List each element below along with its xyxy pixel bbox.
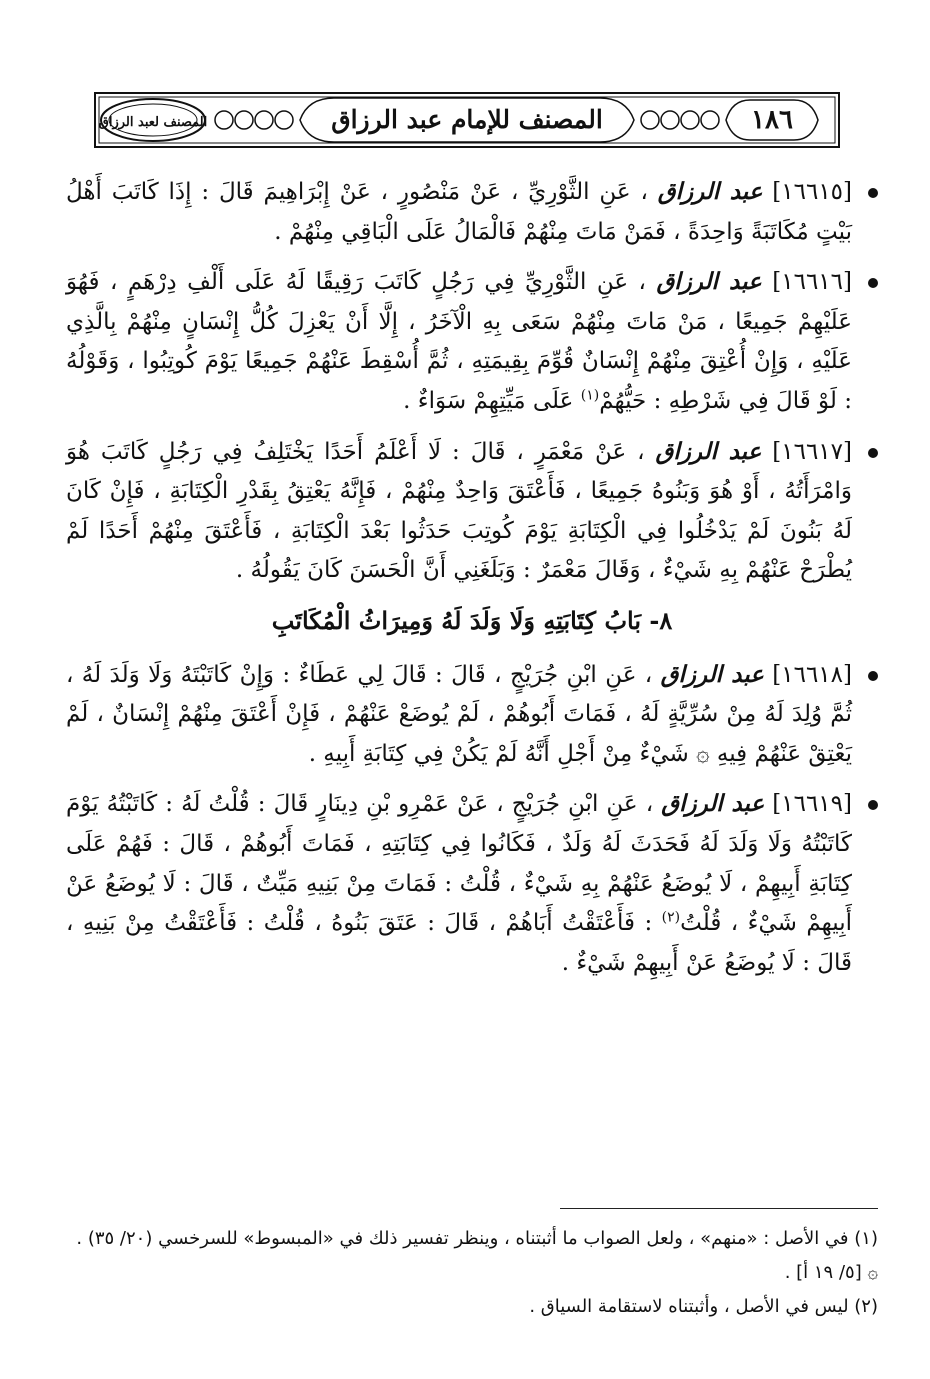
- book-seal-emblem: [98, 96, 208, 144]
- footnote-2: (٢) ليس في الأصل ، وأثبتناه لاستقامة السياق .: [529, 1296, 878, 1317]
- hadith-text-continued: عَلَى مَيِّتِهِمْ سَوَاءٌ .: [403, 387, 574, 414]
- narrator-name: عبد الرزاق: [661, 790, 765, 818]
- hadith-text-continued: : فَأَعْتَقْتُ أَبَاهُمْ ، قَالَ : عَتَقَ بَنُوهُ ، قُلْتُ : فَأَعْتَقْتُ مِنْ بَنِيهِ ، قَالَ : لَا يُوضَعُ عَنْ أَبِيهِمْ شَيْءٌ .: [66, 910, 852, 976]
- hadith-text: ، عَنِ الثَّوْرِيِّ فِي رَجُلٍ كَاتَبَ رَقِيقًا لَهُ عَلَى أَلْفِ دِرْهَمٍ ، فَهُوَ عَلَيْهِمْ جَمِيعًا ، مَنْ مَاتَ مِنْهُمْ سَعَى بِهِ الْآخَرُ ، إِلَّا أَنْ يَعْزِلَ كُلُّ إِنْسَانٍ مِنْهُمْ بِالَّذِي عَلَيْهِ ، وَإِنْ أُعْتِقَ مِنْهُمْ إِنْسَانٌ قُوِّمَ بِقِيمَتِهِ ، ثُمَّ أُسْقِطَ عَنْهُمْ جَمِيعًا يَوْمَ كُوتِبُوا ، وَقَوْلُهُ : لَوْ قَالَ فِي شَرْطِهِ : حَيُّهُمْ: [66, 269, 852, 414]
- narrator-name: عبد الرزاق: [657, 178, 763, 205]
- hadith-16618: [66, 655, 878, 775]
- narrator-name: عبد الرزاق: [655, 437, 762, 465]
- narrator-name: عبد الرزاق: [660, 660, 764, 688]
- hadith-16616: [66, 262, 878, 421]
- bullet-icon: [868, 278, 878, 288]
- bullet-icon: [868, 448, 878, 458]
- hadith-number: [١٦٦١٨]: [772, 661, 853, 688]
- bullet-icon: [868, 800, 878, 810]
- hadith-16619: [66, 784, 878, 983]
- hadith-number: [١٦٦١٧]: [772, 438, 852, 465]
- hadith-16617: [66, 432, 878, 591]
- folio-marker: ۞ [٥/ ١٩ أ] .: [784, 1262, 878, 1283]
- footnote-divider: [560, 1208, 878, 1209]
- hadith-text: ، عَنْ مَعْمَرٍ ، قَالَ : لَا أَعْلَمُ أَحَدًا يَخْتَلِفُ فِي رَجُلٍ كَاتَبَ هُوَ وَامْرَأَتُهُ ، أَوْ هُوَ وَبَنُوهُ جَمِيعًا ، فَأَعْتَقَ وَاحِدٌ مِنْهُمْ ، فَإِنَّهُ يَعْتِقُ بِقَدْرِ الْكِتَابَةِ ، فَإِنْ كَانَ لَهُ بَنُونَ لَمْ يَدْخُلُوا فِي الْكِتَابَةِ يَوْمَ كُوتِبَ حَدَثُوا بَعْدَ الْكِتَابَةِ ، فَأَعْتَقَ مِنْهُمْ أَحَدًا لَمْ يُطْرَحْ عَنْهُمْ بِهِ شَيْءٌ ، وَقَالَ مَعْمَرٌ : وَبَلَغَنِي أَنَّ الْحَسَنَ كَانَ يَقُولُهُ .: [66, 438, 852, 584]
- hadith-text: ، عَنِ الثَّوْرِيِّ ، عَنْ مَنْصُورٍ ، عَنْ إِبْرَاهِيمَ قَالَ : إِذَا كَاتَبَ أَهْلُ بَيْتٍ مُكَاتَبَةً وَاحِدَةً ، فَمَنْ مَاتَ مِنْهُمْ فَالْمَالُ عَلَى الْبَاقِي مِنْهُمْ .: [66, 179, 852, 245]
- hadith-number: [١٦٦١٩]: [772, 791, 853, 818]
- page-number: ١٨٦: [751, 105, 793, 135]
- footnotes: [70, 1222, 878, 1324]
- page-header: [94, 92, 840, 148]
- footnote-1: (١) في الأصل : «منهم» ، ولعل الصواب ما أثبتناه ، وينظر تفسير ذلك في «المبسوط» للسرخسي (٢٠/ ٣٥) .: [76, 1228, 878, 1249]
- svg-text:المصنف لعبد الرزاق: المصنف لعبد الرزاق: [98, 115, 208, 130]
- bullet-icon: [868, 188, 878, 198]
- chapter-heading: ٨- بَابُ كِتَابَتِهِ وَلَا وَلَدَ لَهُ وَمِيرَاثُ الْمُكَاتَبِ: [271, 605, 673, 635]
- bullet-icon: [868, 671, 878, 681]
- narrator-name: عبد الرزاق: [656, 268, 762, 296]
- main-text: [66, 172, 878, 993]
- hadith-text: ، عَنِ ابْنِ جُرَيْجٍ ، قَالَ : قَالَ لِي عَطَاءٌ : وَإِنْ كَاتَبْتَهُ وَلَا وَلَدَ لَهُ ، ثُمَّ وُلِدَ لَهُ مِنْ سُرِّيَّةٍ لَهُ ، فَمَاتَ أَبُوهُمْ ، لَمْ يُوضَعْ عَنْهُمْ ، فَإِنْ أَعْتَقَ مِنْهُمْ إِنْسَانٌ ، لَمْ يَعْتِقْ عَنْهُمْ فِيهِ ۞ شَيْءٌ مِنْ أَجْلِ أَنَّهُ لَمْ يَكُنْ فِي كِتَابَةِ أَبِيهِ .: [66, 661, 852, 767]
- hadith-text: ، عَنِ ابْنِ جُرَيْجٍ ، عَنْ عَمْرِو بْنِ دِينَارٍ قَالَ : قُلْتُ لَهُ : كَاتَبْتُهُ يَوْمَ كَاتَبْتُهُ وَلَا وَلَدَ لَهُ فَحَدَثَ لَهُ وَلَدٌ ، فَكَانُوا فِي كِتَابَتِهِ ، فَمَاتَ أَبُوهُمْ ، قَالَ : فَهُمْ عَلَى كِتَابَةِ أَبِيهِمْ ، لَا يُوضَعُ عَنْهُمْ بِهِ شَيْءٌ ، قُلْتُ : فَمَاتَ مِنْ بَنِيهِ مَيِّتٌ ، قَالَ : لَا يُوضَعُ عَنْ أَبِيهِمْ شَيْءٌ ، قُلْتُ: [66, 791, 852, 937]
- hadith-number: [١٦٦١٦]: [772, 269, 853, 296]
- hadith-number: [١٦٦١٥]: [772, 179, 853, 205]
- hadith-16615: [66, 172, 878, 252]
- footnote-ref[interactable]: (٢): [661, 909, 681, 926]
- book-title: المصنف للإمام عبد الرزاق: [331, 105, 603, 134]
- footnote-ref[interactable]: (١): [580, 387, 600, 404]
